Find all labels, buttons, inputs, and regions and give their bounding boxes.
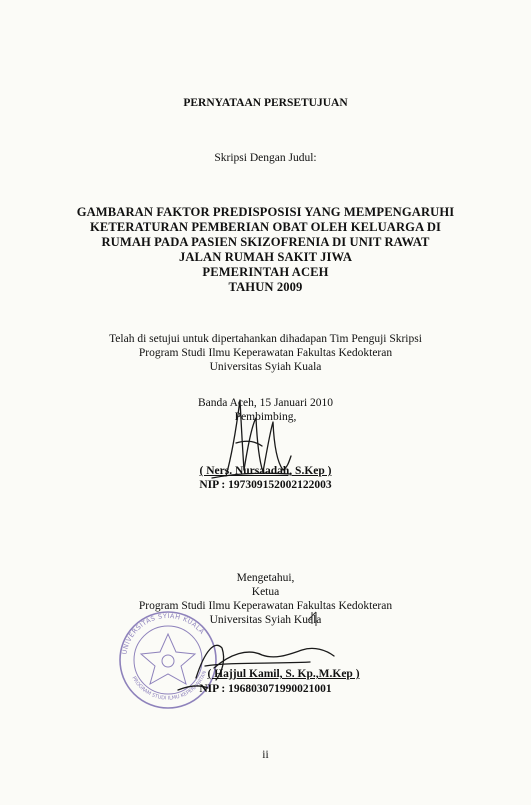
stamp-text-bottom: PROGRAM STUDI ILMU KEPERAWATAN (130, 670, 209, 702)
title-line: TAHUN 2009 (228, 280, 303, 294)
supervisor-nip: NIP : 197309152002122003 (199, 479, 332, 491)
supervisor-role: Pembimbing, (234, 411, 297, 423)
title-line: KETERATURAN PEMBERIAN OBAT OLEH KELUARGA DI (89, 220, 442, 234)
page-header: PERNYATAAN PERSETUJUAN (183, 97, 348, 109)
approval-line: Telah di setujui untuk dipertahankan dihadapan Tim Penguji Skripsi (109, 333, 422, 345)
stamp-text-top: UNIVERSITAS SYIAH KUALA (120, 611, 207, 656)
head-university: Universitas Syiah Kuala (209, 614, 322, 626)
title-line: GAMBARAN FAKTOR PREDISPOSISI YANG MEMPENGARUHI (76, 205, 455, 219)
head-role: Ketua (251, 586, 280, 598)
head-program: Program Studi Ilmu Keperawatan Fakultas Kedokteran (138, 600, 393, 612)
approval-line: Universitas Syiah Kuala (209, 361, 322, 373)
title-line: JALAN RUMAH SAKIT JIWA (178, 250, 353, 264)
handwritten-mark (308, 612, 316, 626)
title-line: RUMAH PADA PASIEN SKIZOFRENIA DI UNIT RAWAT (101, 235, 430, 249)
acknowledged-label: Mengetahui, (236, 572, 295, 584)
head-name: ( Hajjul Kamil, S. Kp.,M.Kep ) (207, 668, 360, 680)
approval-line: Program Studi Ilmu Keperawatan Fakultas Kedokteran (138, 347, 393, 359)
title-line: PEMERINTAH ACEH (202, 265, 329, 279)
head-nip: NIP : 196803071990021001 (199, 683, 332, 695)
place-date: Banda Aceh, 15 Januari 2010 (197, 397, 334, 409)
supervisor-name: ( Ners. Nursaadah, S.Kep ) (199, 465, 332, 477)
page-subheader: Skripsi Dengan Judul: (214, 152, 317, 164)
page-number: ii (262, 749, 269, 761)
